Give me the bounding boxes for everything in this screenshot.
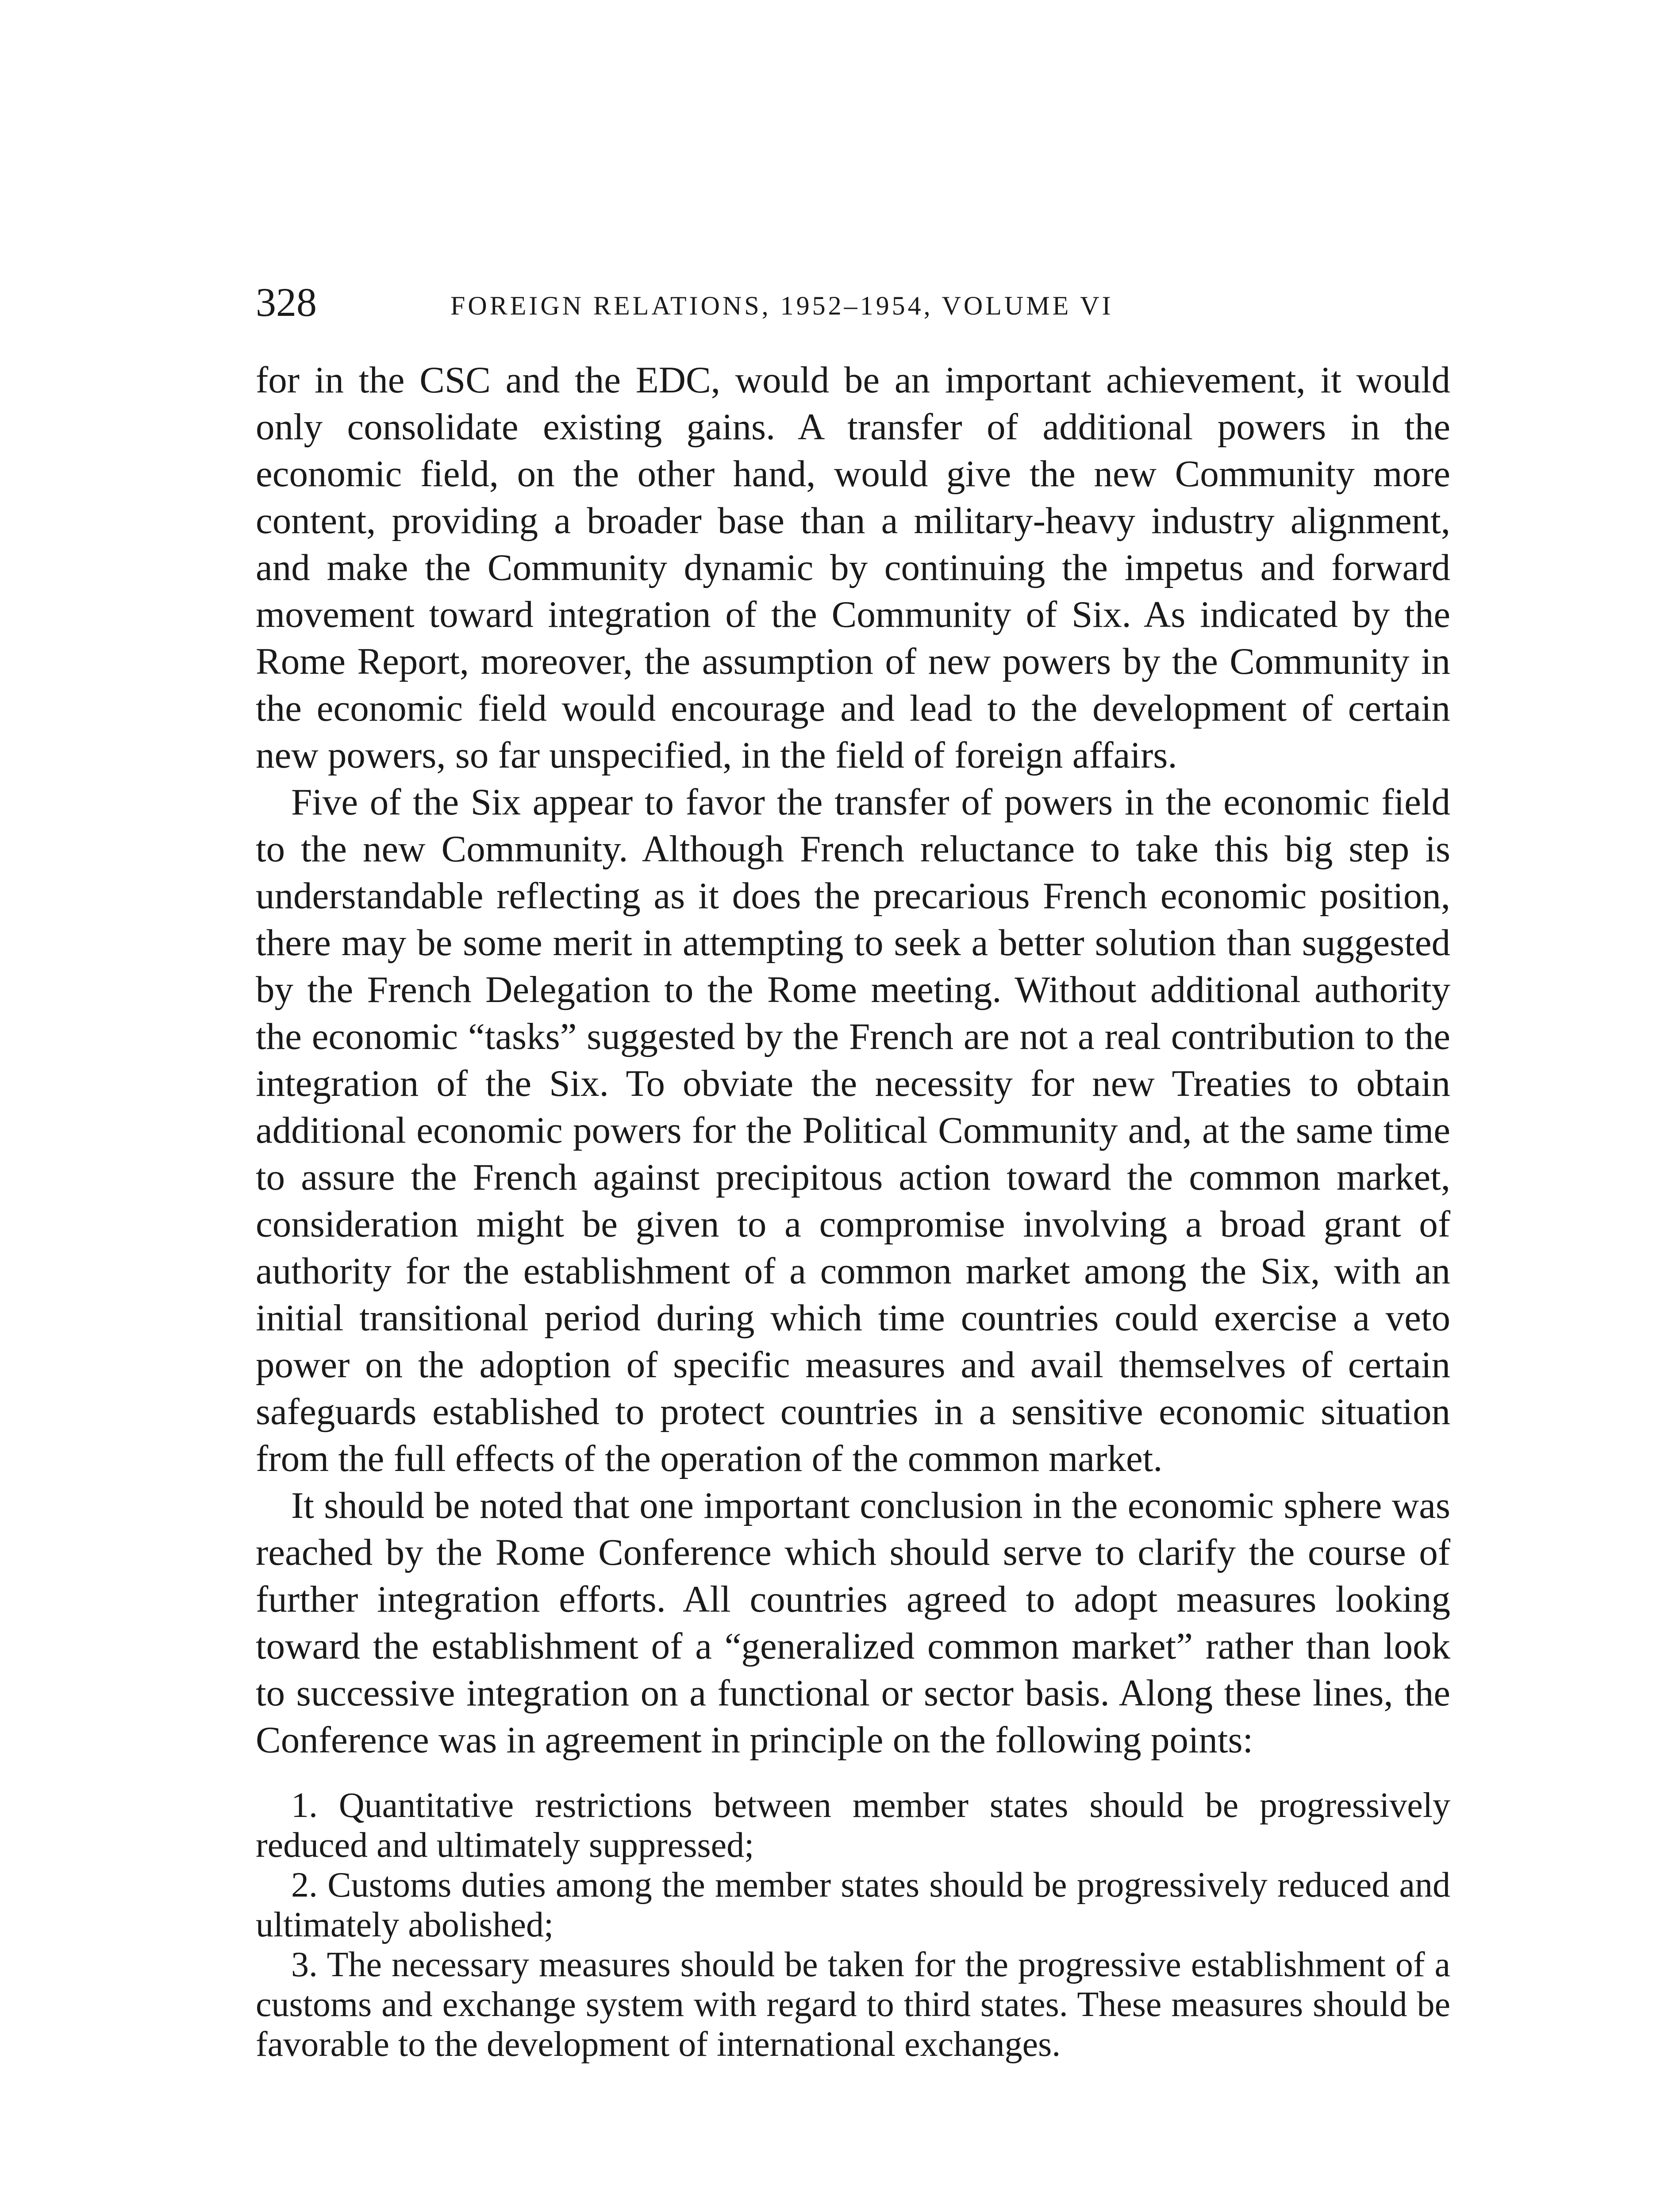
list-item	[256, 1865, 1450, 1945]
list-item-text: The necessary measures should be taken for the progressive establishment of a customs and exchange system with regard to third states. These measures should be favorable to the development of international exchanges.	[256, 1945, 1451, 2064]
body-text	[256, 357, 1450, 2064]
paragraph-continuation: for in the CSC and the EDC, would be an important achievement, it would only consolidate existing gains. A transfer of additional powers in the economic field, on the other hand, would give the new Community more content, providing a broader base than a military-heavy industry alignment, and make the Community dynamic by continuing the impetus and forward movement toward integration of the Community of Six. As indicated by the Rome Report, moreover, the assumption of new powers by the Community in the economic field would encourage and lead to the development of certain new powers, so far unspecified, in the field of foreign affairs.	[256, 359, 1450, 776]
list-item-number: 1.	[291, 1786, 318, 1825]
paragraph-rome-conference: It should be noted that one important conclusion in the economic sphere was reached by the Rome Conference which should serve to clarify the course of further integration efforts. All countries agreed to adopt measures looking toward the establishment of a “generalized common market” rather than look to successive integration on a functional or sector basis. Along these lines, the Conference was in agreement in principle on the following points:	[256, 1485, 1450, 1761]
list-item-text: Quantitative restrictions between member states should be progressively reduced and ultimately suppressed;	[256, 1786, 1450, 1865]
paragraph-five-of-six: Five of the Six appear to favor the transfer of powers in the economic field to the new Community. Although French reluctance to take this big step is understandable reflecting as it does the precarious French economic position, there may be some merit in attempting to seek a better solution than suggested by the French Delegation to the Rome meeting. Without additional authority the economic “tasks” suggested by the French are not a real contribution to the integration of the Six. To obviate the necessity for new Treaties to obtain additional economic powers for the Political Community and, at the same time to assure the French against precipitous action toward the common market, consideration might be given to a compromise involving a broad grant of authority for the establishment of a common market among the Six, with an initial transitional period during which time countries could exercise a veto power on the adoption of specific measures and avail themselves of certain safeguards established to protect countries in a sensitive economic situation from the full effects of the operation of the common market.	[256, 781, 1450, 1479]
page-number: 328	[256, 280, 317, 325]
list-item-text: Customs duties among the member states should be progressively reduced and ultimately abolished;	[256, 1866, 1451, 1944]
page-header	[256, 278, 1450, 331]
list-item	[256, 1945, 1450, 2064]
list-item-number: 3.	[291, 1945, 318, 1984]
points-list	[256, 1786, 1450, 2064]
list-item	[256, 1786, 1450, 1865]
running-head: FOREIGN RELATIONS, 1952–1954, VOLUME VI	[450, 291, 1114, 320]
list-item-number: 2.	[291, 1866, 318, 1905]
